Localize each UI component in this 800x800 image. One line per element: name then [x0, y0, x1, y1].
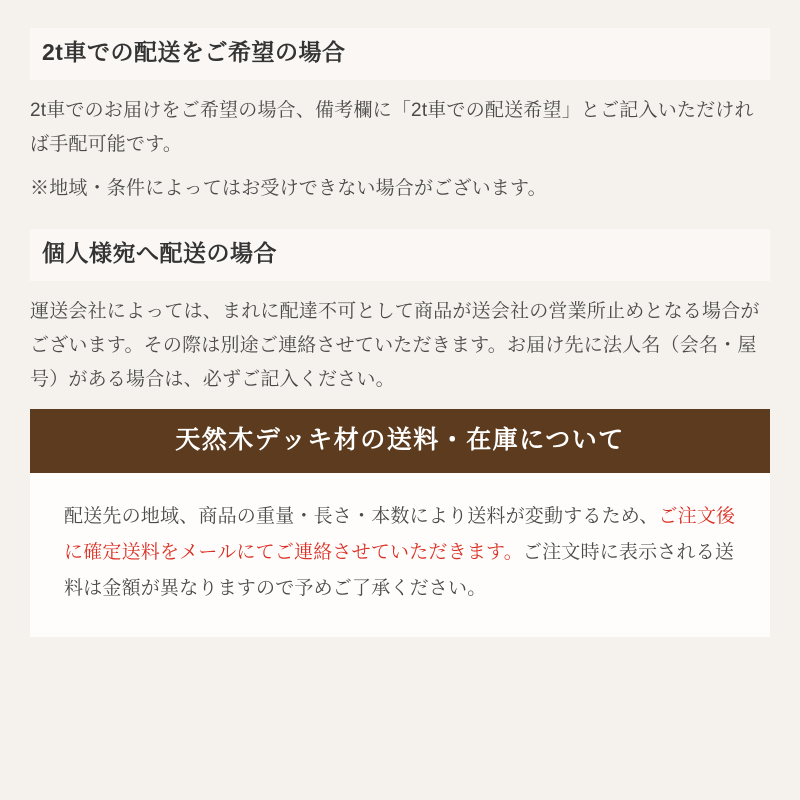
shipping-notice-highlight: ご注文後に確定送料をメールにてご連絡させていただきます。 — [64, 505, 736, 563]
shipping-notice-text-part2: ご注文時に表示される送料は金額が異なりますので予めご了承ください。 — [64, 541, 735, 599]
shipping-notice-text-part1: 配送先の地域、商品の重量・長さ・本数により送料が変動するため、 — [64, 505, 659, 527]
truck-delivery-note: ※地域・条件によってはお受けできない場合がございます。 — [30, 177, 547, 199]
truck-delivery-paragraph: 2t車でのお届けをご希望の場合、備考欄に「2t車での配送希望」とご記入いただければ手配可能です。 — [30, 99, 754, 155]
spacer — [30, 211, 770, 229]
shipping-notice-text — [64, 499, 736, 607]
shipping-notice-panel — [30, 473, 770, 637]
section-heading-individual-delivery: 個人様宛へ配送の場合 — [30, 229, 770, 281]
individual-delivery-paragraph: 運送会社によっては、まれに配達不可として商品が送会社の営業所止めとなる場合がございます。その際は別途ご連絡させていただきます。お届け先に法人名（会名・屋号）がある場合は、必ずご記入ください。 — [30, 301, 760, 390]
shipping-stock-banner: 天然木デッキ材の送料・在庫について — [30, 409, 770, 473]
section-heading-truck-delivery: 2t車での配送をご希望の場合 — [30, 28, 770, 80]
